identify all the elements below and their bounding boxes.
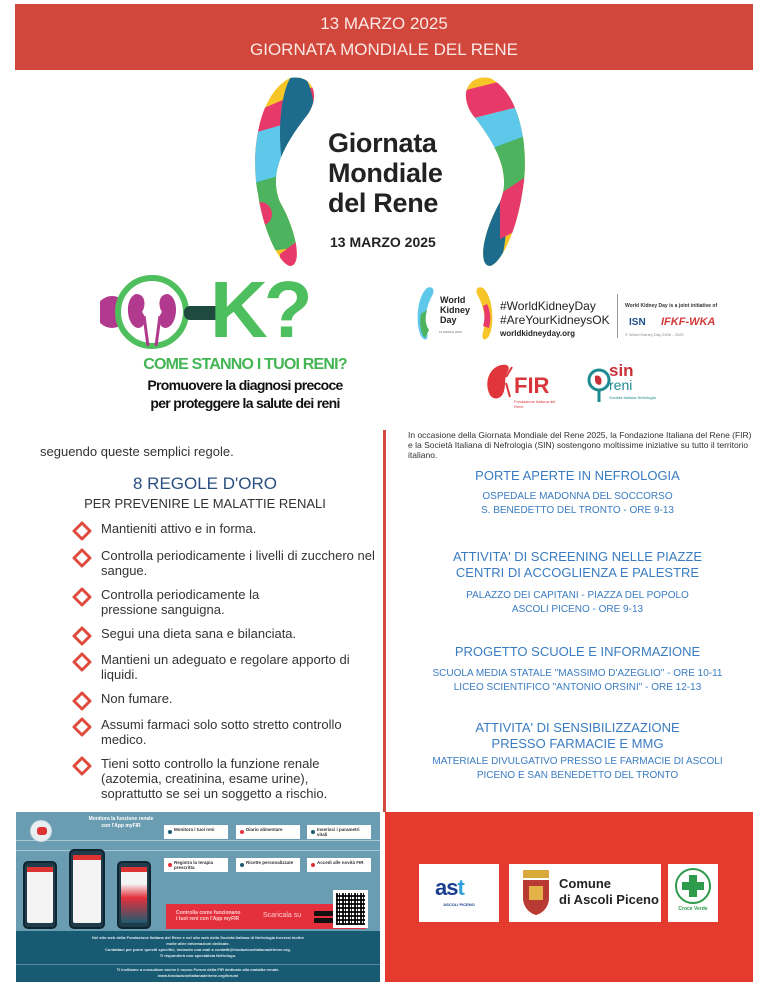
hero-line-3: del Rene bbox=[328, 188, 439, 218]
hero-line-1: Giornata bbox=[328, 128, 437, 158]
dot-icon bbox=[311, 863, 315, 867]
app-panel-title bbox=[66, 816, 176, 830]
sin-logo bbox=[587, 361, 667, 409]
tagline-line-1: Promuovere la diagnosi precoce bbox=[147, 377, 343, 393]
ast-subtitle: ASCOLI PICENO bbox=[443, 902, 475, 907]
ast-plus: t bbox=[457, 875, 464, 900]
world-kidney-day-banner bbox=[415, 284, 725, 344]
panel-line bbox=[16, 840, 380, 841]
campaign-tagline bbox=[100, 376, 390, 412]
rule-text: Mantieniti attivo e in forma. bbox=[101, 521, 257, 536]
sin-magnifier-icon bbox=[587, 366, 611, 406]
wkd-logo-date: 13 MARCH 2025 bbox=[439, 330, 462, 334]
event-schools bbox=[395, 644, 760, 695]
event-detail: ASCOLI PICENO - ORE 9-13 bbox=[511, 604, 644, 615]
app-panel-footer bbox=[16, 931, 380, 982]
dot-icon bbox=[168, 830, 172, 834]
feature-chip bbox=[164, 858, 228, 872]
wkd-url[interactable]: worldkidneyday.org bbox=[500, 329, 575, 338]
diamond-bullet-icon bbox=[72, 756, 92, 776]
comune-text bbox=[559, 876, 659, 908]
wkd-logo-text bbox=[440, 295, 470, 325]
feature-chip bbox=[236, 858, 300, 872]
dot-icon bbox=[240, 830, 244, 834]
event-detail: LICEO SCIENTIFICO "ANTONIO ORSINI" - ORE 12-13 bbox=[453, 682, 702, 693]
hashtag-2: #AreYourKidneysOK bbox=[500, 313, 610, 327]
event-heading: PRESSO FARMACIE E MMG bbox=[491, 736, 664, 751]
event-detail: SCUOLA MEDIA STATALE "MASSIMO D'AZEGLIO" - ORE 10-11 bbox=[432, 668, 723, 679]
diamond-bullet-icon bbox=[72, 548, 92, 568]
wkd-copyright: © World Kidney Day 2006 - 2025 bbox=[625, 332, 684, 337]
feature-label: Accedi alle novità FIR bbox=[317, 860, 364, 865]
cta-line-2: i tuoi reni con l'App myFIR bbox=[176, 916, 240, 922]
ast-text bbox=[435, 875, 464, 901]
event-detail: OSPEDALE MADONNA DEL SOCCORSO bbox=[482, 491, 673, 502]
rule-text: Segui una dieta sana e bilanciata. bbox=[101, 626, 297, 641]
tagline-line-2: per proteggere la salute dei reni bbox=[150, 395, 340, 411]
event-details bbox=[395, 667, 760, 695]
hero-date: 13 MARZO 2025 bbox=[330, 234, 436, 250]
download-label: Scaricala su bbox=[263, 912, 302, 919]
footer-line: Ti risponderà uno specialista Nefrologo. bbox=[159, 953, 237, 958]
rule-text: Controlla periodicamente la pressione sanguigna. bbox=[101, 587, 260, 617]
event-open-doors bbox=[395, 468, 760, 518]
hashtag-1: #WorldKidneyDay bbox=[500, 299, 596, 313]
diamond-bullet-icon bbox=[72, 717, 92, 737]
diamond-bullet-icon bbox=[72, 521, 92, 541]
diamond-bullet-icon bbox=[72, 652, 92, 672]
footer-divider bbox=[16, 964, 380, 965]
reni-text: reni bbox=[609, 377, 633, 393]
event-pharmacies bbox=[395, 720, 760, 783]
ikf-wka-logo: IFKF-WKA bbox=[661, 316, 716, 328]
event-heading: PROGETTO SCUOLE E INFORMAZIONE bbox=[454, 644, 701, 659]
app-title-line-2: con l'App myFIR bbox=[101, 823, 141, 829]
fir-logo bbox=[484, 363, 564, 408]
event-detail: PALAZZO DEI CAPITANI - PIAZZA DEL POPOLO bbox=[466, 590, 689, 601]
feature-label: Registra la terapia prescritta bbox=[174, 860, 214, 870]
fir-subtitle: Fondazione Italiana del Rene bbox=[514, 399, 556, 409]
feature-chip bbox=[236, 825, 300, 839]
fir-badge-icon bbox=[30, 820, 52, 842]
croce-verde-text: Croce Verde bbox=[678, 906, 708, 912]
feature-chip bbox=[307, 858, 371, 872]
event-details bbox=[395, 589, 760, 617]
rule-text: Controlla periodicamente i livelli di zucchero nel sangue. bbox=[101, 548, 375, 578]
rule-text: Tieni sotto controllo la funzione renale (azotemia, creatinina, esame urine), soprattutto se sei un soggetto a rischio. bbox=[101, 756, 328, 801]
croce-verde-logo bbox=[668, 864, 718, 922]
cta-text bbox=[176, 910, 240, 922]
initiatives-intro: In occasione della Giornata Mondiale del Rene 2025, la Fondazione Italiana del Rene (FIR) e la Società Italiana di Nefrologia (SIN) sostengono moltissime iniziative su tutto il territorio italiano. bbox=[408, 430, 752, 460]
wkd-joint-initiative: World Kidney Day is a joint initiative of bbox=[625, 303, 718, 309]
diamond-bullet-icon bbox=[72, 587, 92, 607]
qr-code-icon bbox=[336, 893, 365, 925]
fir-text: FIR bbox=[514, 373, 550, 398]
sin-text: sin bbox=[609, 361, 634, 380]
footer-line: Ti invitiamo a consultare anche il nuovo Forum della FIR dedicato alla malattia renale. bbox=[116, 967, 280, 972]
rules-lead: seguendo queste semplici regole. bbox=[40, 444, 234, 459]
feature-chip bbox=[307, 825, 371, 839]
feature-label: Inserisci i parametri vitali bbox=[317, 827, 360, 837]
header-banner bbox=[15, 4, 753, 70]
phone-mockup bbox=[69, 849, 105, 929]
event-screening bbox=[395, 549, 760, 617]
campaign-question: COME STANNO I TUOI RENI? bbox=[143, 356, 347, 373]
ast-ascoli-logo bbox=[419, 864, 499, 922]
rules-title: 8 REGOLE D'ORO bbox=[132, 474, 277, 493]
green-cross-icon bbox=[682, 882, 704, 890]
wkd-line-2: Kidney bbox=[440, 305, 471, 315]
column-divider bbox=[383, 430, 386, 812]
feature-chip bbox=[164, 825, 228, 839]
hero-title bbox=[328, 128, 443, 218]
event-heading: ATTIVITA' DI SCREENING NELLE PIAZZE bbox=[452, 549, 703, 564]
event-detail: S. BENEDETTO DEL TRONTO - ORE 9-13 bbox=[480, 505, 674, 516]
feature-label: Monitora i tuoi reni bbox=[174, 827, 215, 832]
hero-line-2: Mondiale bbox=[328, 158, 443, 188]
comune-ascoli-logo bbox=[509, 864, 661, 922]
cta-line-1: Controlla come funzionano bbox=[176, 910, 241, 916]
rule-text: Assumi farmaci solo sotto stretto controllo medico. bbox=[101, 717, 342, 747]
myfir-app-panel bbox=[16, 812, 380, 982]
event-heading: CENTRI DI ACCOGLIENZA E PALESTRE bbox=[455, 565, 700, 580]
wkd-divider bbox=[617, 294, 618, 338]
diamond-bullet-icon bbox=[72, 626, 92, 646]
event-heading: ATTIVITA' DI SENSIBILIZZAZIONE bbox=[475, 720, 680, 735]
event-detail: MATERIALE DIVULGATIVO PRESSO LE FARMACIE DI ASCOLI bbox=[432, 756, 723, 767]
event-details bbox=[395, 490, 760, 518]
comune-line-2: di Ascoli Piceno bbox=[559, 892, 659, 907]
rules-subtitle: PER PREVENIRE LE MALATTIE RENALI bbox=[84, 496, 326, 511]
dot-icon bbox=[240, 863, 244, 867]
comune-line-1: Comune bbox=[559, 876, 611, 891]
rule-text: Mantieni un adeguato e regolare apporto di liquidi. bbox=[101, 652, 350, 682]
header-date: 13 MARZO 2025 bbox=[320, 14, 448, 33]
footer-line: Nel sito web della Fondazione Italiana del Rene e nel sito web della Società Italiana di Nefrologia troverai inoltre bbox=[91, 935, 305, 940]
wkd-line-1: World bbox=[440, 295, 466, 305]
ok-campaign-logo bbox=[100, 265, 390, 420]
footer-info bbox=[16, 935, 380, 959]
qr-code[interactable] bbox=[333, 890, 368, 928]
ast-letters: as bbox=[435, 875, 458, 900]
rule-text: Non fumare. bbox=[101, 691, 173, 706]
forum-link[interactable]: www.fondazioneitalianadelrene.org/forum/ bbox=[157, 973, 239, 978]
event-detail: PICENO E SAN BENEDETTO DEL TRONTO bbox=[476, 770, 679, 781]
footer-line: molte altre informazioni dedicate. bbox=[166, 941, 230, 946]
fir-kidney-icon bbox=[484, 363, 514, 403]
event-heading: PORTE APERTE IN NEFROLOGIA bbox=[475, 468, 680, 483]
sin-subtitle: Società Italiana Nefrologia bbox=[609, 395, 656, 400]
ok-logo-text: K? bbox=[210, 265, 309, 354]
phone-mockup bbox=[23, 861, 57, 929]
google-play-button[interactable] bbox=[314, 918, 334, 923]
app-store-button[interactable] bbox=[314, 911, 334, 916]
diamond-bullet-icon bbox=[72, 691, 92, 711]
wkd-hashtags bbox=[500, 299, 610, 327]
app-title-line-1: Monitora la funzione renale bbox=[88, 816, 154, 822]
dot-icon bbox=[311, 830, 315, 834]
isn-logo: ISN bbox=[629, 317, 646, 328]
feature-label: Diario alimentare bbox=[246, 827, 283, 832]
header-title: GIORNATA MONDIALE DEL RENE bbox=[250, 40, 518, 59]
footer-forum bbox=[16, 967, 380, 979]
footer-line: Contattaci per porre quesiti specifici, inviando una mail a contatti@fondazioneitalianadelrene.org. bbox=[105, 947, 291, 952]
dot-icon bbox=[168, 863, 172, 867]
partners-panel bbox=[385, 812, 753, 982]
city-crest-icon bbox=[519, 868, 553, 916]
event-details bbox=[395, 755, 760, 783]
wkd-line-3: Day bbox=[440, 315, 457, 325]
world-kidney-day-logo bbox=[250, 74, 530, 270]
feature-label: Ricette personalizzate bbox=[246, 860, 294, 865]
phone-mockup bbox=[117, 861, 151, 929]
